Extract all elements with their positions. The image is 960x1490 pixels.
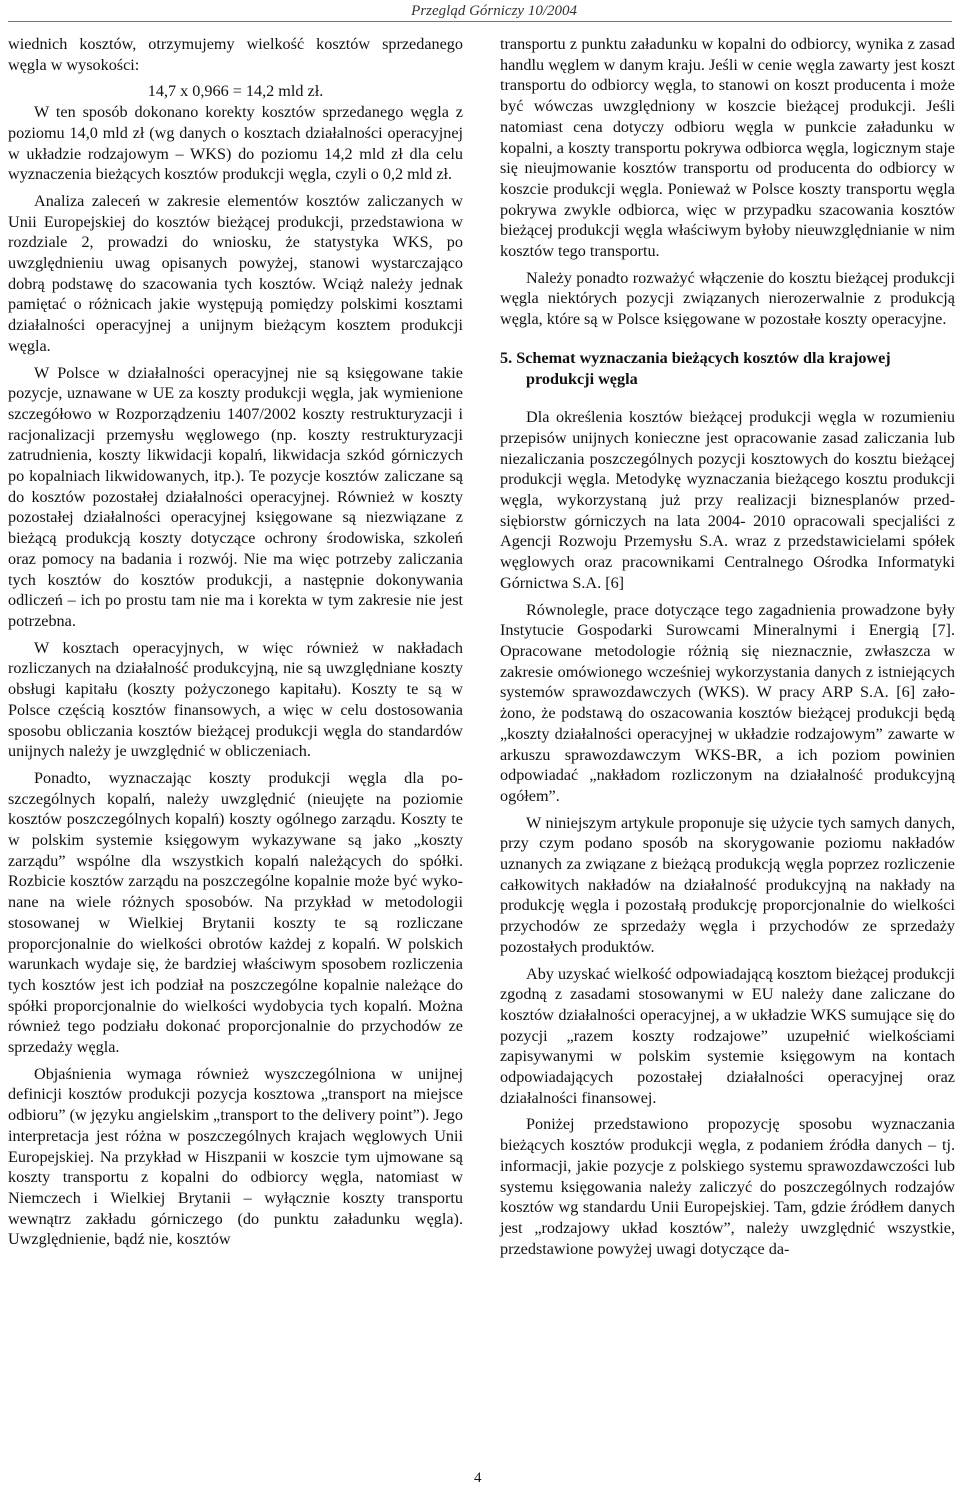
section-heading: 5. Schemat wyznaczania bieżących kosztów dla krajowej produkcji węgla [500, 348, 891, 388]
paragraph: Analiza zaleceń w zakresie elementów kosztów zaliczanych w Unii Europejskiej do kosztów bieżącej produkcji, przedstawiona w rozdziale 2, prowadzi do wniosku, że statystyka WKS, po uwzględnieniu uwag opisanych powyżej, stanowi wystarczająco dobrą podstawę do szacowania tych kosztów. Wciąż należy jednak pamiętać o różnicach jakie występują pomiędzy polskimi kosztami działalności operacyjnej a unijnym bieżącym kosztem produkcji węgla. [8, 191, 463, 355]
paragraph: W niniejszym artykule proponuje się użycie tych samych danych, przy czym podano sposób na skorygowanie poziomu nakładów uznanych za związane z bieżącą produkcją węgla poprzez rozliczenie całkowitych nakładów na działalność produkcyjną na nakłady na produkcję węgla i pozostałą produkcję proporcjonalnie do wielkości przychodów ze sprzedaży węgla i przychodów ze sprzedaży pozostałych produktów. [500, 813, 955, 956]
paragraph: Objaśnienia wymaga również wyszczególniona w unijnej definicji kosztów produkcji pozycja kosztowa „transport na miejsce odbioru” (w języku angielskim „transport to the delivery point”). Jego interpretacja jest różna w poszczególnych krajach węglowych Unii Europejskiej. Na przykład w Hiszpanii w koszcie tym ujmowane są koszty transportu z kopalni do odbiorcy węgla, natomiast w Niemczech i Wielkiej Brytanii – wyłącznie koszty transportu wewnątrz zakładu górniczego (do punktu załadunku węgla). Uwzględnienie, bądź nie, kosztów [8, 1064, 463, 1249]
paragraph: W ten sposób dokonano korekty kosztów sprzedanego węgla z poziomu 14,0 mld zł (wg danych o kosztach działalności operacyjnej w układzie rodzajowym – WKS) do poziomu 14,2 mld zł dla celu wyznaczenia bieżących kosztów produkcji węgla, czyli o 0,2 mld zł. [8, 103, 463, 184]
formula: 14,7 x 0,966 = 14,2 mld zł. [147, 82, 324, 101]
paragraph: Aby uzyskać wielkość odpowiadającą kosztom bieżącej produkcji zgodną z zasadami stosowanymi w EU należy dane zaliczane do kosztów działalności operacyjnej, a w układzie WKS sumujące się do pozycji „razem koszty rodzajowe” uzupełnić wielkościami zapisywanymi w polskim systemie księgowym na kontach odpowiadających pozostałej działalności operacyjnej oraz działalności finansowej. [500, 964, 955, 1107]
right-column [500, 34, 955, 1265]
paragraph: Należy ponadto rozważyć włączenie do kosztu bieżącej produkcji węgla niektórych pozycji związanych nierozerwalnie z produkcją węgla, które są w Polsce księgowane w pozostałe koszty operacyjne. [500, 268, 955, 329]
paragraph: W kosztach operacyjnych, w więc również w nakładach rozliczanych na działalność produkcyjną, nie są uwzględniane koszty obsługi kapitału (koszty pożyczonego kapitału). Koszty te są w Polsce częścią kosztów finansowych, a więc w celu dostosowania sposobu obliczania kosztów bieżącej produkcji węgla do standardów unijnych należy je uwzględnić w obliczeniach. [8, 638, 463, 761]
paragraph: W Polsce w działalności operacyjnej nie są księgowane takie pozycje, uznawane w UE za koszty produkcji węgla, jak wymienione szczegółowo w Rozporządzeniu 1407/2002 koszty restrukturyzacji i racjonalizacji przemysłu węglowego (np. koszty restrukturyzacji zatrudnienia, koszty likwidacji kopalń, likwidacja szkód górniczych po kopalniach likwidowanych, itp.). Te pozycje kosztów zaliczane są do kosztów pozostałej działalności operacyjnej. Również w koszty pozostałej działalności operacyjnej księgowane są niezwiązane z bieżącą produkcją koszty dotyczące ochrony środowiska, szkoleń oraz pomocy na badania i rozwój. Nie ma więc potrzeby zaliczania tych kosztów do kosztów produkcji, a następnie dokonywania odliczeń – ich po prostu tam nie ma i korekta w tym zakresie nie jest potrzebna. [8, 363, 463, 630]
paragraph: Dla określenia kosztów bieżącej produkcji węgla w rozumieniu przepisów unijnych konieczne jest opracowanie zasad zaliczania lub niezaliczania poszczególnych pozycji kosztowych do kosztu bieżącej produkcji węgla. Metodykę wyznaczania bieżącego kosztu produkcji węgla, wykorzystaną już przy realizacji biznesplanów przedsiębiorstw górniczych na lata 2004- 2010 opracowali specjaliści z Agencji Rozwoju Przemysłu S.A. wraz z przedstawicielami spółek węglowych oraz pracownikami Centralnego Ośrodka Informatyki Górnictwa S.A. [6] [500, 408, 955, 592]
paragraph: Ponadto, wyznaczając koszty produkcji węgla dla poszczególnych kopalń, należy uwzględnić (nieujęte na poziomie kosztów poszczególnych kopalń) koszty ogólnego zarządu. Koszty te w polskim systemie księgowym wykazywane są jako „koszty zarządu” wspólne dla wszystkich kopalń należących do spółki. Rozbicie kosztów zarządu na poszczególne kopalnie może być wykonane na wiele różnych sposobów. Na przykład w metodologii stosowanej w Wielkiej Brytanii koszty te są rozliczane proporcjonalnie do wielkości obrotów każdej z kopalń. W polskich warunkach wydaje się, że bardziej właściwym sposobem rozliczenia tych kosztów jest ich podział na poszczególne kopalnie należące do spółki proporcjonalnie do wielkości wydobycia tych kopalń. Można również tego podziału dokonać proporcjonalnie do przychodów ze sprzedaży węgla. [8, 768, 463, 1057]
paragraph: transportu z punktu załadunku w kopalni do odbiorcy, wynika z zasad handlu węglem w danym kraju. Jeśli w cenie węgla zawarty jest koszt transportu do odbiorcy węgla, to stanowi on koszt producenta i może być wówczas uwzględniony w koszcie bieżącej produkcji. Jeśli natomiast cena dotyczy odbioru węgla w punkcie załadunku w kopalni, a koszty transportu pokrywa odbiorca węgla, logicznym staje się nieujmowanie kosztów transportu od producenta do odbiorcy w koszcie produkcji węgla. Ponieważ w Polsce koszty transportu węgla pokrywa zwykle odbiorca, więc w przypadku szacowania kosztów bieżącej produkcji węgla właściwym byłoby nieuwzględnianie w nim kosztów tego transportu. [500, 35, 955, 261]
header-rule [8, 21, 952, 22]
paragraph: Równolegle, prace dotyczące tego zagadnienia prowadzone były Instytucie Gospodarki Surowcami Mineralnymi i Energią [7]. Opracowane metodologie różnią się nieznacznie, zwłaszcza w zakresie omówionego wcześniej wykorzystania danych z istniejących systemów sprawozdawczych (WKS). W pracy ARP S.A. [6] założono, że podstawą do oszacowania kosztów bieżącej produkcji będą „koszty działalności operacyjnej w układzie rodzajowym” zawarte w arkuszu sprawozdawczym WKS-BR, a ich poziom powinien odpowiadać „nakładom rozliczonym na działalność produkcyjną ogółem”. [500, 600, 955, 805]
journal-header: Przegląd Górniczy 10/2004 [411, 3, 577, 19]
paragraph: Poniżej przedstawiono propozycję sposobu wyznaczania bieżących kosztów produkcji węgla, z podaniem źródła danych – tj. informacji, jakie pozycje z polskiego systemu sprawozdawczości lub systemu księgowania należy zaliczyć do poszczególnych rodzajów kosztów wg standardu Unii Europejskiej. Tam, gdzie źródłem danych jest „rodzajowy układ kosztów”, należy uwzględnić wszystkie, przedstawione powyżej uwagi dotyczące da- [500, 1115, 955, 1258]
paragraph: wiednich kosztów, otrzymujemy wielkość kosztów sprzedanego węgla w wysokości: [8, 35, 463, 74]
left-column [8, 34, 463, 1256]
page-number: 4 [474, 1470, 482, 1486]
